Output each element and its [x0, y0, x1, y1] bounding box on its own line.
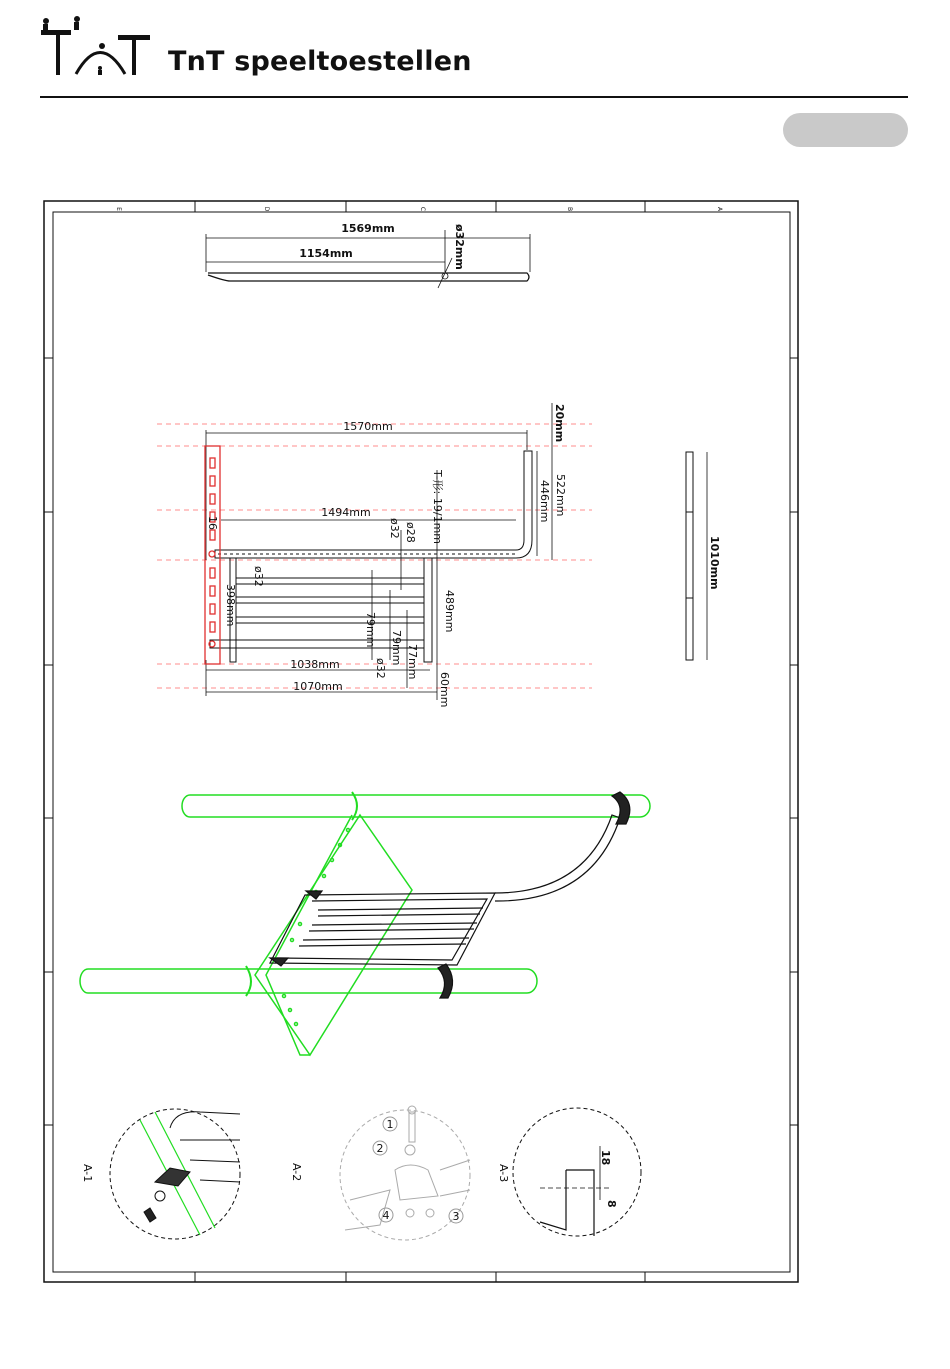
dim-width-1070: 1070mm [293, 680, 343, 693]
dim-diameter-28: ø28 [404, 522, 417, 543]
dim-height-398: 398mm [224, 584, 237, 627]
top-view-tube [206, 230, 530, 288]
side-view-red-strip [205, 446, 220, 664]
dim-small-gap: 16 [206, 516, 219, 530]
dim-overall-width: 1570mm [343, 420, 393, 433]
dim-end-height: 1010mm [708, 536, 721, 590]
detail-a1-label: A-1 [81, 1164, 94, 1183]
side-view-frame [206, 403, 552, 700]
dim-tube-diameter: ø32mm [453, 224, 466, 270]
callout-1: 1 [386, 1118, 394, 1131]
end-view-bar [686, 452, 707, 660]
iso-green-tubes [80, 792, 650, 1055]
dim-rise-522: 522mm [554, 474, 567, 517]
dim-hole-distance: 1154mm [299, 247, 353, 260]
side-view-note: T-形: 19/1mm [431, 470, 444, 545]
callout-3: 3 [452, 1210, 460, 1223]
zone-letter-b: B [566, 206, 573, 212]
dim-diameter-32c: ø32 [374, 658, 387, 679]
detail-a1 [110, 1109, 240, 1239]
zone-letter-c: C [419, 206, 426, 212]
dim-spacing-79: 79mm [364, 612, 377, 648]
outer-frame [44, 201, 798, 1282]
callout-2: 2 [376, 1142, 384, 1155]
zone-letter-e: E [115, 207, 122, 211]
dim-diameter-32a: ø32 [388, 518, 401, 539]
dim-spacing-79b: 79mm [390, 630, 403, 666]
dim-arm-length: 1494mm [321, 506, 371, 519]
dim-top-offset: 20mm [553, 404, 566, 443]
detail-a2-label: A-2 [290, 1163, 303, 1182]
dim-diameter-32b: ø32 [252, 566, 265, 587]
zone-letter-a: A [716, 206, 723, 212]
dim-leg-60: 60mm [438, 672, 451, 708]
dim-width-1038: 1038mm [290, 658, 340, 671]
dim-height-489: 489mm [443, 590, 456, 633]
brand-title: TnT speeltoestellen [168, 46, 472, 77]
detail-a3 [513, 1108, 641, 1236]
dim-spacing-77: 77mm [406, 644, 419, 680]
inner-frame [53, 212, 790, 1272]
detail-a2-callouts [373, 1117, 463, 1223]
iso-steel-frame [270, 792, 630, 998]
callout-4: 4 [382, 1209, 390, 1222]
dim-total-length: 1569mm [341, 222, 395, 235]
zone-letter-d: D [263, 206, 270, 212]
dim-rise-446: 446mm [538, 480, 551, 523]
detail-a3-dim-8: 8 [605, 1200, 618, 1208]
detail-a3-dim-18: 18 [599, 1150, 612, 1166]
detail-a3-label: A-3 [497, 1164, 510, 1183]
